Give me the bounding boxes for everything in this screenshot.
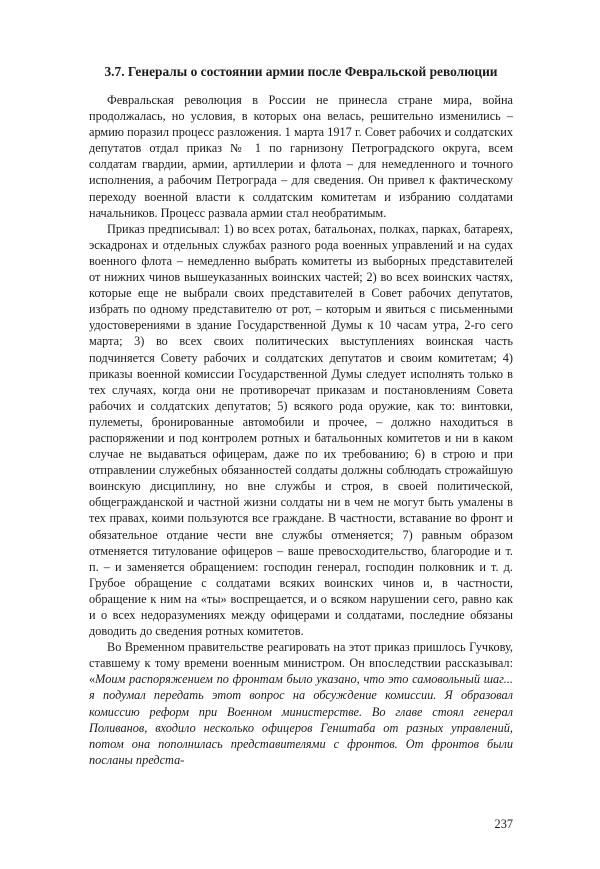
section-heading: 3.7. Генералы о состоянии армии после Февральской революции <box>104 64 498 79</box>
paragraph-3-quote: Моим распоряжением по фронтам было указано, что это самовольный шаг... я подумал передать этот вопрос на обсуждение комиссии. Я образовал комиссию реформ при Военном министерстве. Во главе стоял генерал Поливанов, входило несколько офицеров Генштаба от разных управлений, потом она пополнилась представителями с фронтов. От фронтов были посланы предста- <box>89 672 513 767</box>
page-content <box>89 64 513 768</box>
page-number: 237 <box>494 817 513 831</box>
paragraph-3-regular: Во Временном правительстве реагировать на этот приказ пришлось Гучкову, ставшему к тому времени военным министром. Он впоследствии рассказывал: « <box>89 640 513 687</box>
paragraph-1: Февральская революция в России не принесла стране мира, война продолжалась, но условия, в которых она велась, решительно изменились – армию поразил процесс разложения. 1 марта 1917 г. Совет рабочих и солдатских депутатов отдал приказ № 1 по гарнизону Петроградского округа, всем солдатам гвардии, армии, артиллерии и флота – для немедленного и точного исполнения, а рабочим Петрограда – для сведения. Он привел к фактическому переходу военной власти к солдатским комитетам и избранию солдатами начальников. Процесс развала армии стал необратимым. <box>89 93 513 220</box>
paragraph-2: Приказ предписывал: 1) во всех ротах, батальонах, полках, парках, батареях, эскадронах и отдельных службах разного рода военных управлений и на судах военного флота – немедленно выбрать комитеты из выборных представителей от нижних чинов вышеуказанных воинских частей; 2) во всех воинских частях, которые еще не выбрали своих представителей в Совет рабочих депутатов, избрать по одному представителю от рот, – которым и явиться с письменными удостоверениями в здание Государственной Думы к 10 часам утра, 2-го сего марта; 3) во всех своих политических выступлениях воинская часть подчиняется Совету рабочих и солдатских депутатов и своим комитетам; 4) приказы военной комиссии Государственной Думы следует исполнять только в тех случаях, когда они не противоречат приказам и постановлениям Совета рабочих и солдатских депутатов; 5) всякого рода оружие, как то: винтовки, пулеметы, бронированные автомобили и прочее, – должно находиться в распоряжении и под контролем ротных и батальонных комитетов и ни в каком случае не выдаваться офицерам, даже по их требованию; 6) в строю и при отправлении служебных обязанностей солдаты должны соблюдать строжайшую воинскую дисциплину, но вне службы и строя, в своей политической, общегражданской и частной жизни солдаты ни в чем не могут быть умалены в тех правах, коими пользуются все граждане. В частности, вставание во фронт и обязательное отдание чести вне службы отменяется; 7) равным образом отменяется титулование офицеров – ваше превосходительство, благородие и т. п. – и заменяется обращением: господин генерал, господин полковник и т. д. Грубое обращение с солдатами всяких воинских чинов и, в частности, обращение к ним на «ты» воспрещается, и о всяком нарушении сего, равно как и о всех недоразумениях между офицерами и солдатами, последние обязаны доводить до сведения ротных комитетов. <box>89 221 513 639</box>
paragraph-3 <box>89 639 513 768</box>
